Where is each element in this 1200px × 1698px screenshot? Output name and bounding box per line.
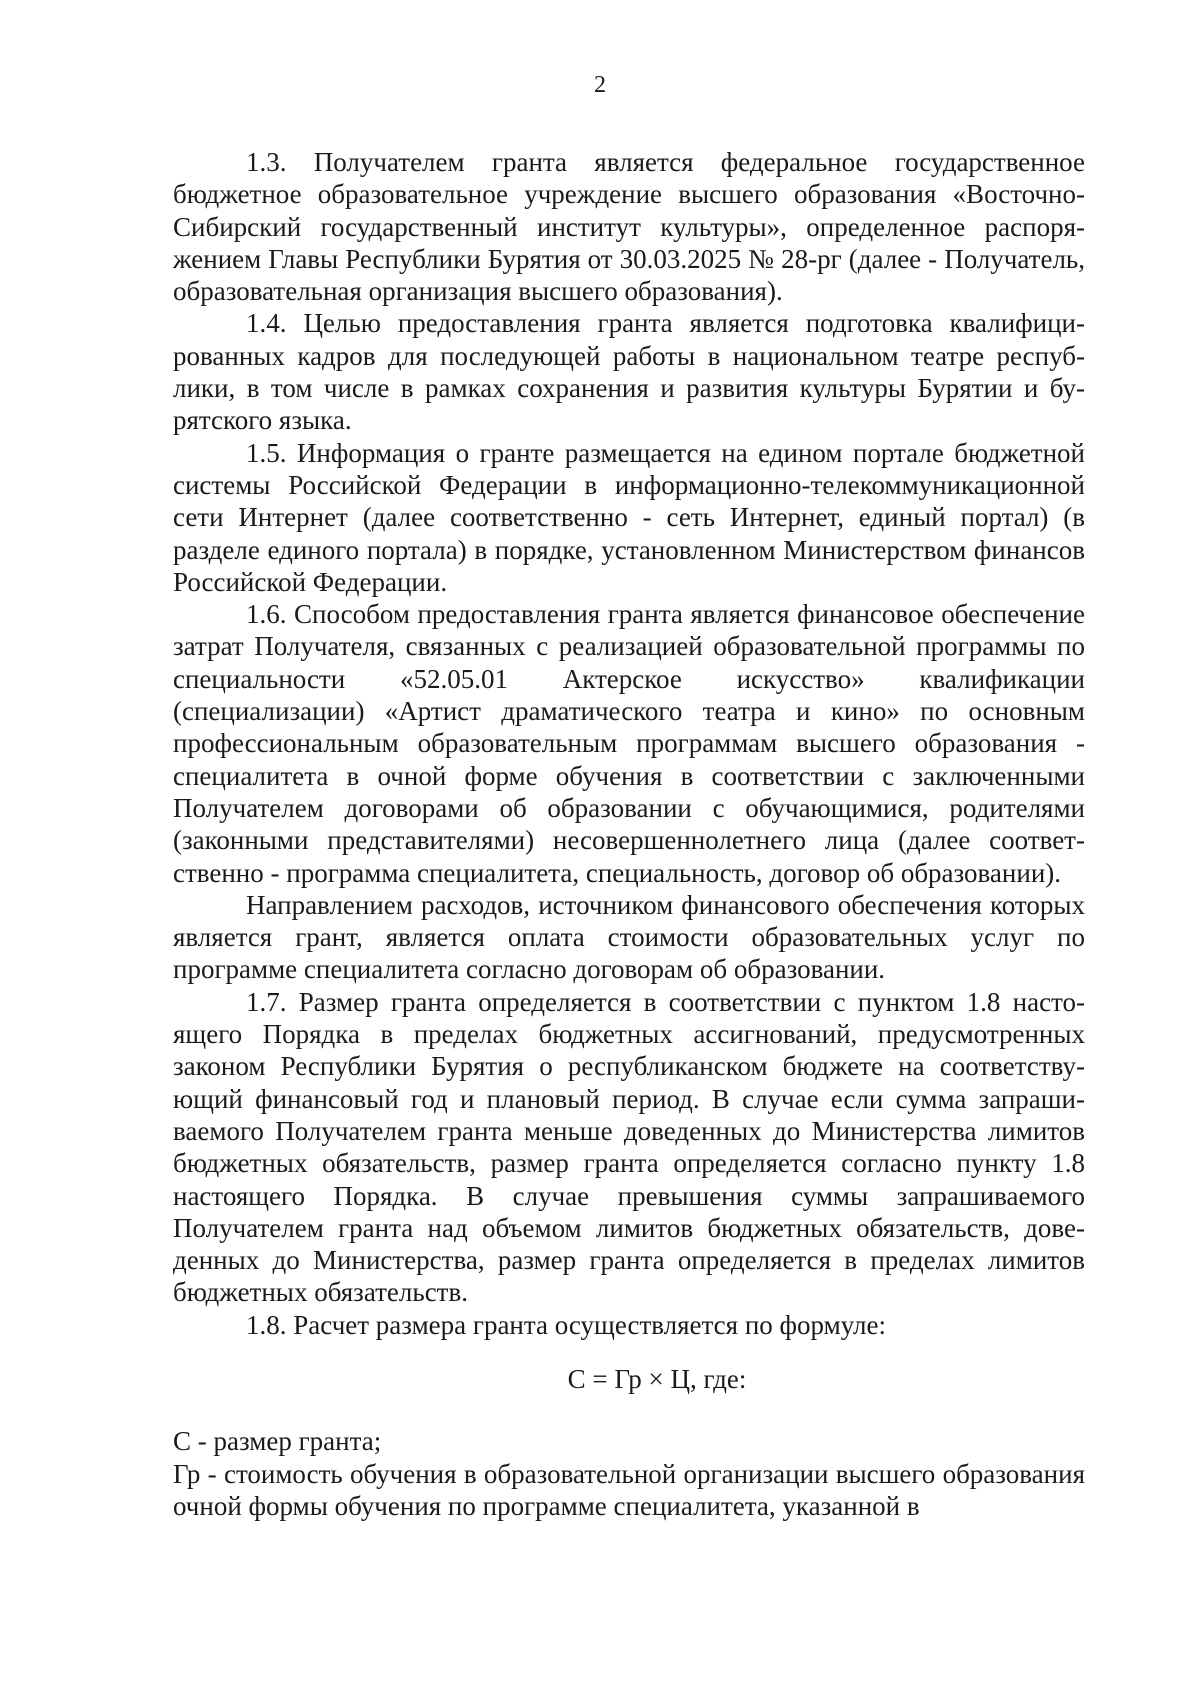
document-body [173, 146, 1085, 1522]
paragraph-1-6: 1.6. Способом предоставления гранта является финансовое обеспечение затрат Получателя, связанных с реализацией образовательной программы по специальности «52.05.01 Актерское искусство» квалификации (специализации) «Артист драматического театра и кино» по основным профессиональным образовательным программам высшего образования - специалитета в очной форме обучения в соответствии с заключенными Получателем договорами об образовании с обучающимися, родителями (законными представителями) несовершеннолетнего лица (далее соответственно - программа специалитета, специальность, договор об образовании). [173, 599, 1085, 888]
definition-gr: Гр - стоимость обучения в образовательной организации высшего образования очной формы обучения по программе специалитета, указанной в [173, 1458, 1085, 1521]
page-number: 2 [594, 72, 606, 98]
definition-c: С - размер гранта; [173, 1426, 382, 1457]
paragraph-1-3: 1.3. Получателем гранта является федеральное государственное бюджетное образовательное учреждение высшего образования «Восточно-Сибирский государственный институт культуры», определенное распоряжением Главы Республики Бурятия от 30.03.2025 № 28-рг (далее - Получатель, образовательная организация высшего образования). [173, 147, 1085, 307]
paragraph-expense-direction: Направлением расходов, источником финансового обеспечения которых является грант, является оплата стоимости образовательных услуг по программе специалитета согласно договорам об образовании. [173, 889, 1085, 985]
paragraph-1-8: 1.8. Расчет размера гранта осуществляется по формуле: [246, 1309, 886, 1340]
paragraph-1-7: 1.7. Размер гранта определяется в соответствии с пунктом 1.8 настоящего Порядка в пределах бюджетных ассигнований, предусмотренных законом Республики Бурятия о республиканском бюджете на соответствующий финансовый год и плановый период. В случае если сумма запрашиваемого Получателем гранта меньше доведенных до Министерства лимитов бюджетных обязательств, размер гранта определяется согласно пункту 1.8 настоящего Порядка. В случае превышения суммы запрашиваемого Получателем гранта над объемом лимитов бюджетных обязательств, доведенных до Министерства, размер гранта определяется в пределах лимитов бюджетных обязательств. [173, 986, 1085, 1308]
paragraph-1-5: 1.5. Информация о гранте размещается на едином портале бюджетной системы Российской Федерации в информационно-телекоммуникационной сети Интернет (далее соответственно - сеть Интернет, единый портал) (в разделе единого портала) в порядке, установленном Министерством финансов Российской Федерации. [173, 437, 1085, 597]
paragraph-1-4: 1.4. Целью предоставления гранта является подготовка квалифицированных кадров для последующей работы в национальном театре республики, в том числе в рамках сохранения и развития культуры Бурятии и бурятского языка. [173, 308, 1085, 436]
grant-formula: С = Гр × Ц, где: [567, 1363, 747, 1394]
